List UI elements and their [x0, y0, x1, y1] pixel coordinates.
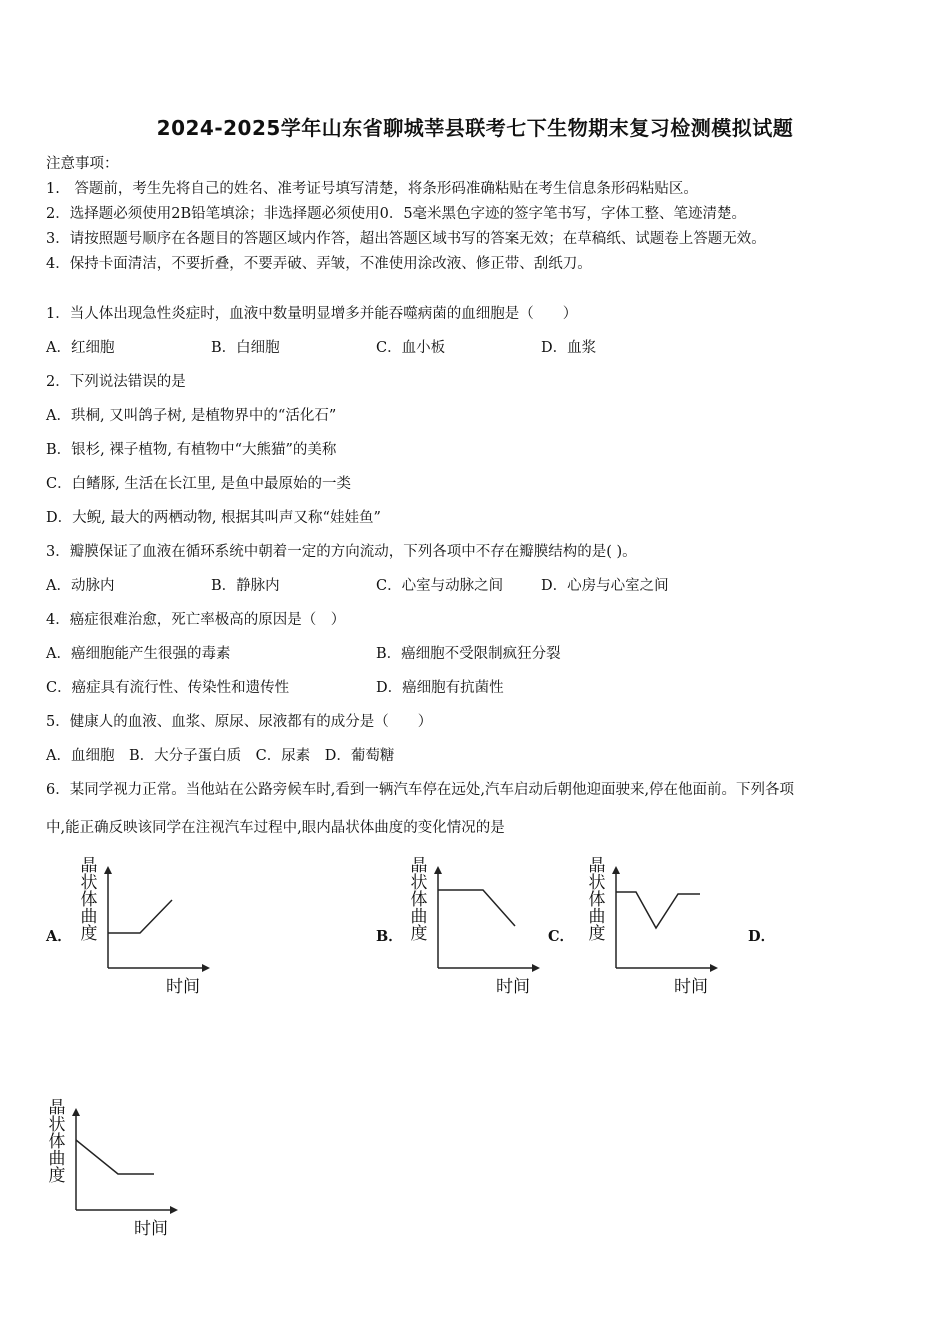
q5-options[interactable]: A．血细胞 B．大分子蛋白质 C．尿素 D．葡萄糖 [46, 748, 395, 764]
x-axis-label: 时间 [166, 977, 200, 997]
q3-stem: 3．瓣膜保证了血液在循环系统中朝着一定的方向流动，下列各项中不存在瓣膜结构的是( )。 [46, 544, 637, 560]
q3-option-b[interactable]: B．静脉内 [211, 578, 280, 594]
q4-option-c[interactable]: C．癌症具有流行性、传染性和遗传性 [46, 680, 290, 696]
q1-option-b[interactable]: B．白细胞 [211, 340, 280, 356]
q1-option-c[interactable]: C．血小板 [376, 340, 446, 356]
q6-graph-b[interactable] [408, 856, 548, 996]
y-axis-label: 晶 状 体 曲 度 [80, 856, 98, 944]
y-axis-label: 晶 状 体 曲 度 [48, 1098, 66, 1186]
q4-option-a[interactable]: A．癌细胞能产生很强的毒素 [46, 646, 231, 662]
q3-option-a[interactable]: A．动脉内 [46, 578, 115, 594]
q6-stem-line2: 中,能正确反映该同学在注视汽车过程中,眼内晶状体曲度的变化情况的是 [46, 820, 505, 836]
q6-graph-d[interactable] [46, 1098, 186, 1238]
notice-item: 3．请按照题号顺序在各题目的答题区域内作答，超出答题区域书写的答案无效；在草稿纸、试题卷上答题无效。 [46, 231, 766, 247]
x-axis-label: 时间 [674, 977, 708, 997]
notice-item: 2．选择题必须使用2B铅笔填涂；非选择题必须使用0．5毫米黑色字迹的签字笔书写，字体工整、笔迹清楚。 [46, 206, 747, 222]
x-axis-label: 时间 [134, 1219, 168, 1239]
q2-stem: 2．下列说法错误的是 [46, 374, 186, 390]
x-axis-label: 时间 [496, 977, 530, 997]
q1-option-a[interactable]: A．红细胞 [46, 340, 115, 356]
q1-stem: 1．当人体出现急性炎症时，血液中数量明显增多并能吞噬病菌的血细胞是（ ） [46, 306, 578, 322]
q6-option-c-label[interactable]: C． [548, 928, 575, 945]
y-axis-label: 晶 状 体 曲 度 [588, 856, 606, 944]
q4-option-b[interactable]: B．癌细胞不受限制疯狂分裂 [376, 646, 561, 662]
q6-option-a-label[interactable]: A． [46, 928, 72, 945]
q1-option-d[interactable]: D．血浆 [541, 340, 597, 356]
q3-option-c[interactable]: C．心室与动脉之间 [376, 578, 504, 594]
y-axis-label: 晶 状 体 曲 度 [410, 856, 428, 944]
q6-graph-c[interactable] [586, 856, 726, 996]
q6-option-b-label[interactable]: B． [376, 928, 403, 945]
q3-option-d[interactable]: D．心房与心室之间 [541, 578, 669, 594]
notice-heading: 注意事项： [46, 156, 119, 172]
q4-option-d[interactable]: D．癌细胞有抗菌性 [376, 680, 504, 696]
q5-stem: 5．健康人的血液、血浆、原尿、尿液都有的成分是（ ） [46, 714, 433, 730]
page-title: 2024-2025学年山东省聊城莘县联考七下生物期末复习检测模拟试题 [156, 116, 794, 140]
q6-option-d-label[interactable]: D． [748, 928, 776, 945]
q6-graph-a[interactable] [78, 856, 218, 996]
q4-stem: 4．癌症很难治愈，死亡率极高的原因是（ ） [46, 612, 346, 628]
q2-option-c[interactable]: C．白鳍豚, 生活在长江里, 是鱼中最原始的一类 [46, 476, 352, 492]
q2-option-a[interactable]: A．珙桐, 又叫鸽子树, 是植物界中的“活化石” [46, 408, 337, 424]
notice-item: 4．保持卡面清洁，不要折叠，不要弄破、弄皱，不准使用涂改液、修正带、刮纸刀。 [46, 256, 592, 272]
q2-option-b[interactable]: B．银杉, 裸子植物, 有植物中“大熊猫”的美称 [46, 442, 337, 458]
notice-item: 1. 答题前，考生先将自己的姓名、准考证号填写清楚，将条形码准确粘贴在考生信息条形码粘贴区。 [46, 181, 698, 197]
q6-stem-line1: 6．某同学视力正常。当他站在公路旁候车时,看到一辆汽车停在远处,汽车启动后朝他迎面驶来,停在他面前。下列各项 [46, 782, 795, 798]
q2-option-d[interactable]: D．大鲵, 最大的两栖动物, 根据其叫声又称“娃娃鱼” [46, 510, 381, 526]
